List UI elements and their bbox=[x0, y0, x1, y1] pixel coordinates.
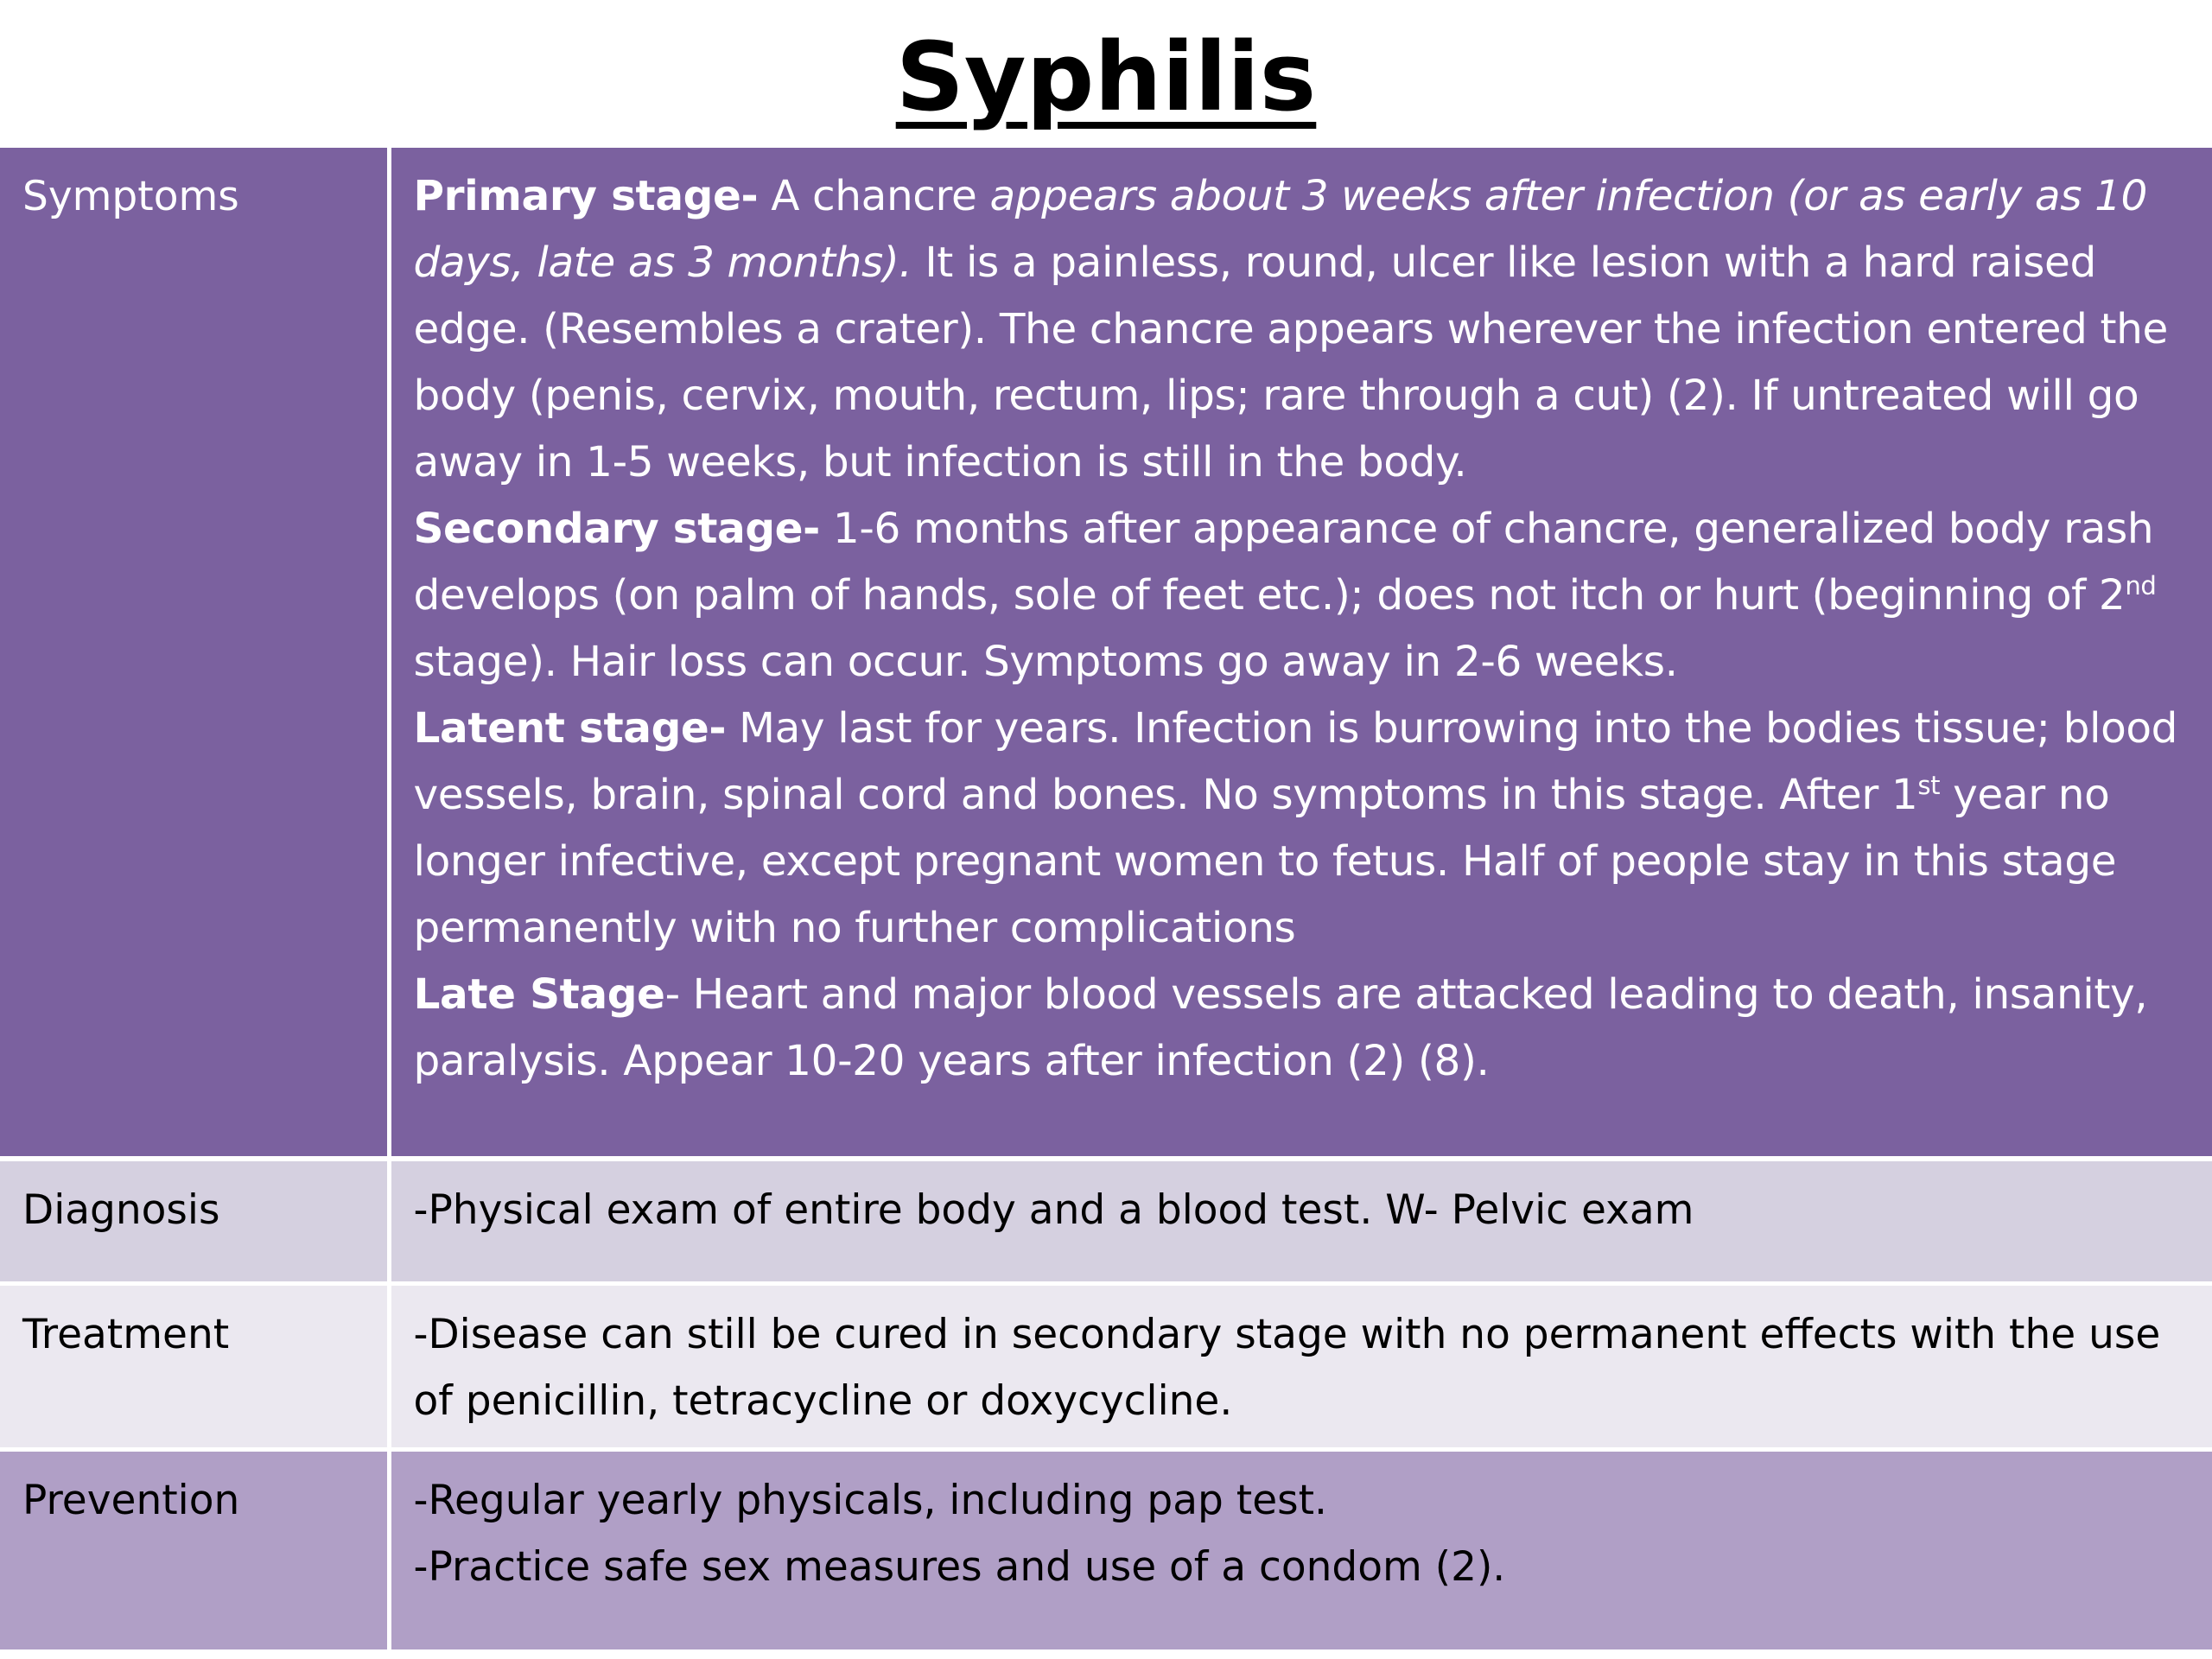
treatment-content: -Disease can still be cured in secondary stage with no permanent effects with the use of penicillin, tetracycline or doxycycline. bbox=[389, 1283, 2212, 1449]
prevention-line-1: -Regular yearly physicals, including pap test. bbox=[413, 1476, 1327, 1524]
table-row-prevention bbox=[0, 1449, 2212, 1649]
latent-stage-text-a: May last for years. Infection is burrowing into the bodies tissue; blood vessels, brain, spinal cord and bones. No symptoms in this stage. After 1 bbox=[413, 704, 2178, 819]
primary-stage-heading: Primary stage- bbox=[413, 172, 759, 220]
prevention-label: Prevention bbox=[0, 1449, 389, 1649]
secondary-stage-sup: nd bbox=[2125, 570, 2157, 601]
late-stage-paragraph bbox=[414, 962, 2196, 1095]
secondary-stage-paragraph bbox=[414, 496, 2196, 696]
syphilis-table bbox=[0, 148, 2212, 1649]
primary-stage-paragraph bbox=[414, 163, 2196, 496]
secondary-stage-text-b: stage). Hair loss can occur. Symptoms go away in 2-6 weeks. bbox=[413, 638, 1678, 686]
latent-stage-text-b: year no longer infective, except pregnant women to fetus. Half of people stay in this stage permanently with no further complications bbox=[413, 771, 2117, 952]
secondary-stage-heading: Secondary stage- bbox=[413, 505, 820, 553]
late-stage-heading: Late Stage bbox=[413, 970, 665, 1019]
table-row-diagnosis bbox=[0, 1159, 2212, 1283]
primary-stage-text-a: A chancre bbox=[758, 172, 990, 220]
table-row-treatment bbox=[0, 1283, 2212, 1449]
symptoms-content bbox=[389, 148, 2212, 1159]
slide-title bbox=[0, 12, 2212, 142]
slide-title-text: Syphilis bbox=[895, 22, 1317, 132]
latent-stage-paragraph bbox=[414, 696, 2196, 962]
diagnosis-label: Diagnosis bbox=[0, 1159, 389, 1283]
latent-stage-sup: st bbox=[1917, 770, 1941, 800]
diagnosis-content: -Physical exam of entire body and a blood test. W- Pelvic exam bbox=[389, 1159, 2212, 1283]
treatment-label: Treatment bbox=[0, 1283, 389, 1449]
prevention-line-2: -Practice safe sex measures and use of a condom (2). bbox=[413, 1542, 1506, 1591]
primary-stage-text-b: It is a painless, round, ulcer like lesion with a hard raised edge. (Resembles a crater). The chancre appears wherever the infection entered the body (penis, cervix, mouth, rectum, lips; rare through a cut) (2). If untreated will go away in 1-5 weeks, but infection is still in the body. bbox=[413, 238, 2168, 486]
secondary-stage-text-a: 1-6 months after appearance of chancre, generalized body rash develops (on palm of hands, sole of feet etc.); does not itch or hurt (beginning of 2 bbox=[413, 505, 2154, 620]
primary-stage-italic: appears about 3 weeks after infection (or as early as 10 days, late as 3 months). bbox=[413, 172, 2147, 287]
table-row-symptoms bbox=[0, 148, 2212, 1159]
prevention-content bbox=[389, 1449, 2212, 1649]
late-stage-text-a: - Heart and major blood vessels are attacked leading to death, insanity, paralysis. Appear 10-20 years after infection (2) (8). bbox=[413, 970, 2148, 1085]
symptoms-label: Symptoms bbox=[0, 148, 389, 1159]
latent-stage-heading: Latent stage- bbox=[413, 704, 727, 753]
